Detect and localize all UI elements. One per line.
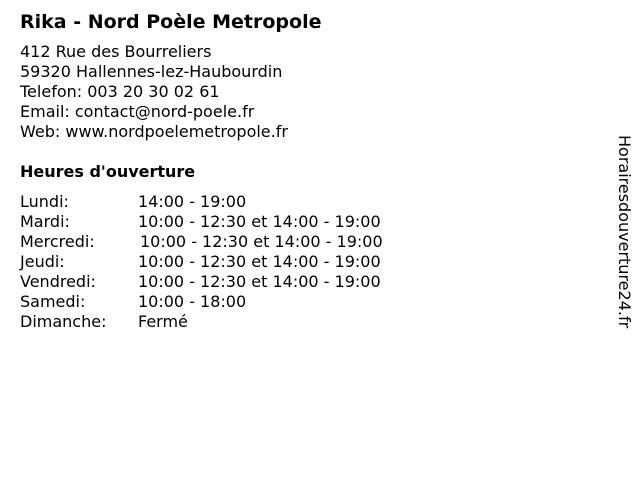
day-hours: 14:00 - 19:00 [138, 192, 247, 211]
day-hours: 10:00 - 18:00 [138, 292, 247, 311]
day-hours: Fermé [138, 312, 188, 331]
street-address: 412 Rue des Bourreliers [20, 42, 212, 61]
day-label: Lundi: [20, 192, 69, 211]
website-url: Web: www.nordpoelemetropole.fr [20, 122, 288, 141]
day-hours: 10:00 - 12:30 et 14:00 - 19:00 [138, 272, 381, 291]
opening-hours-table [20, 192, 580, 332]
day-label: Jeudi: [20, 252, 65, 271]
hours-row-mardi [20, 212, 580, 232]
phone-number: Telefon: 003 20 30 02 61 [20, 82, 220, 101]
business-name: Rika - Nord Poèle Metropole [20, 11, 322, 33]
site-watermark: Horairesdouverture24.fr [615, 135, 634, 329]
day-label: Vendredi: [20, 272, 96, 291]
city-address: 59320 Hallennes-lez-Haubourdin [20, 62, 283, 81]
day-label: Mardi: [20, 212, 70, 231]
day-label: Mercredi: [20, 232, 95, 251]
business-card [20, 9, 580, 332]
email-address: Email: contact@nord-poele.fr [20, 102, 255, 121]
hours-row-jeudi [20, 252, 580, 272]
opening-hours-heading: Heures d'ouverture [20, 162, 196, 181]
day-label: Samedi: [20, 292, 86, 311]
hours-row-dimanche [20, 312, 580, 332]
hours-row-mercredi [20, 232, 580, 252]
hours-row-vendredi [20, 272, 580, 292]
day-label: Dimanche: [20, 312, 107, 331]
day-hours: 10:00 - 12:30 et 14:00 - 19:00 [140, 232, 383, 251]
contact-block [20, 42, 580, 142]
hours-row-samedi [20, 292, 580, 312]
day-hours: 10:00 - 12:30 et 14:00 - 19:00 [138, 252, 381, 271]
day-hours: 10:00 - 12:30 et 14:00 - 19:00 [138, 212, 381, 231]
hours-row-lundi [20, 192, 580, 212]
